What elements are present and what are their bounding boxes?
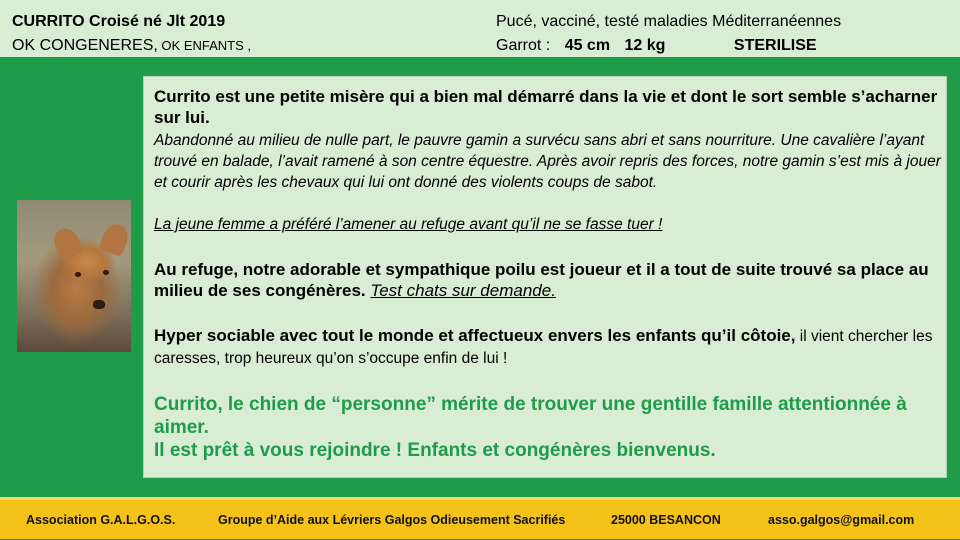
height-value: 45 cm xyxy=(564,37,611,54)
dog-eye-right xyxy=(103,270,109,275)
refuge-transfer-text: La jeune femme a préféré l’amener au refuge avant qu’il ne se fasse tuer ! xyxy=(154,216,663,233)
association-name: Association G.A.L.G.O.S. xyxy=(26,513,176,527)
dog-photo xyxy=(17,200,131,352)
congeneres-ok: OK CONGENERES, xyxy=(12,37,158,54)
measurements xyxy=(496,36,817,55)
sociable-paragraph xyxy=(154,325,944,369)
sociable-rest-text: il vient chercher les caresses, trop heureux qu’on s’occupe enfin de lui ! xyxy=(154,328,933,367)
refuge-text: Au refuge, notre adorable et sympathique poilu est joueur et il a tout de suite trouvé sa place au milieu de ses congénères. xyxy=(154,260,929,300)
dog-name-birth xyxy=(12,12,225,31)
dog-ear-left xyxy=(50,224,84,261)
association-footer xyxy=(0,497,960,539)
weight-value: 12 kg xyxy=(624,37,666,54)
closing-welcome: Il est prêt à vous rejoindre ! Enfants et congénères bienvenus. xyxy=(154,440,716,461)
association-full-name: Groupe d’Aide aux Lévriers Galgos Odieusement Sacrifiés xyxy=(218,513,566,527)
dog-eye-left xyxy=(75,272,81,277)
birth-date: né Jlt 2019 xyxy=(143,13,226,30)
association-email[interactable]: asso.galgos@gmail.com xyxy=(768,513,915,527)
dog-nose xyxy=(93,300,105,309)
closing-appeal: Currito, le chien de “personne” mérite de trouver une gentille famille attentionnée à aimer. xyxy=(154,394,907,438)
association-city: 25000 BESANCON xyxy=(611,513,721,527)
refuge-paragraph xyxy=(154,259,944,301)
cats-test-text: Test chats sur demande. xyxy=(370,281,556,300)
info-header xyxy=(0,0,960,57)
sociable-bold-text: Hyper sociable avec tout le monde et affectueux envers les enfants qu’il côtoie, xyxy=(154,326,796,345)
dog-ear-right xyxy=(99,221,131,257)
compatibility xyxy=(12,36,251,55)
sterilise-badge: STERILISE xyxy=(733,37,817,54)
intro-text: Currito est une petite misère qui a bien mal démarré dans la vie et dont le sort semble s’acharner sur lui. xyxy=(154,87,938,127)
description-panel xyxy=(143,76,947,478)
dog-name: CURRITO Croisé xyxy=(12,13,144,30)
enfants-ok: OK ENFANTS , xyxy=(157,38,251,53)
garrot-label: Garrot : xyxy=(496,37,551,54)
health-status: Pucé, vacciné, testé maladies Méditerranéennes xyxy=(496,13,842,30)
story-text: Abandonné au milieu de nulle part, le pauvre gamin a survécu sans abri et sans nourriture. Une cavalière l’ayant trouvé en balade, l’avait ramené à son centre équestre. Après avoir repris des forces, notre gamin s’est mis à jouer et courir après les chevaux qui lui ont donné des violents coups de sabot. xyxy=(154,132,941,191)
